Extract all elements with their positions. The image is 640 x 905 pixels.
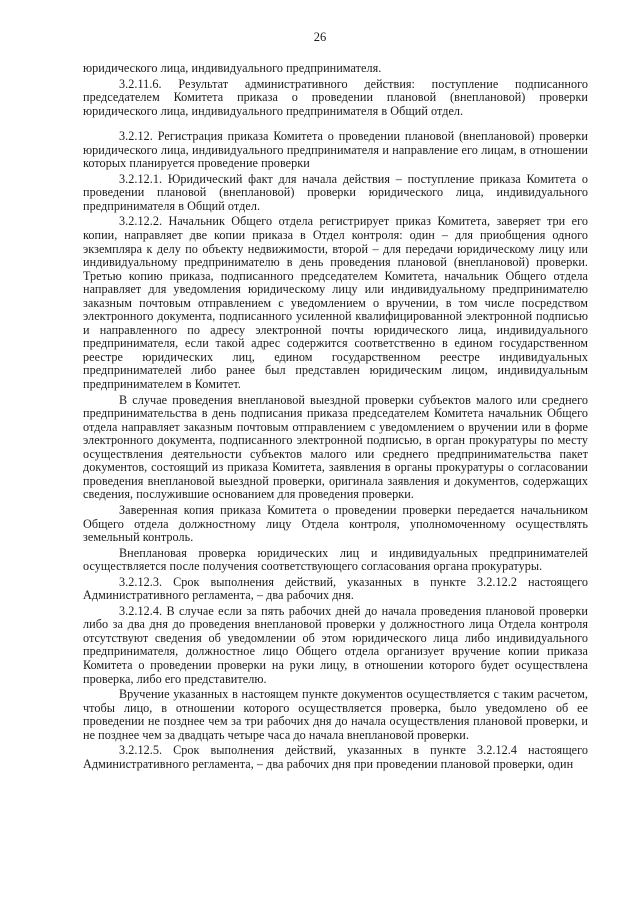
paragraph-3-2-12-1: 3.2.12.1. Юридический факт для начала действия – поступление приказа Комитета о проведении плановой (внеплановой) проверки юридического лица, индивидуального предпринимателя в Общий отдел.: [83, 171, 588, 213]
document-body: [83, 62, 588, 773]
paragraph-3-2-12-5: 3.2.12.5. Срок выполнения действий, указанных в пункте 3.2.12.4 настоящего Административного регламента, – два рабочих дня при проведении плановой проверки, один: [83, 743, 588, 771]
paragraph-prosecutor-approval: Внеплановая проверка юридических лиц и индивидуальных предпринимателей осуществляется после получения соответствующего согласования органа прокуратуры.: [83, 545, 588, 574]
paragraph-3-2-12-3: 3.2.12.3. Срок выполнения действий, указанных в пункте 3.2.12.2 настоящего Административного регламента, – два рабочих дня.: [83, 574, 588, 603]
paragraph-3-2-11-6: 3.2.11.6. Результат административного действия: поступление подписанного председателем Комитета приказа о проведении плановой (внеплановой) проверки юридического лица, индивидуального предпринимателя в Общий отдел.: [83, 76, 588, 118]
page-number: 26: [313, 30, 327, 44]
paragraph-delivery-timing: Вручение указанных в настоящем пункте документов осуществляется с таким расчетом, чтобы лицо, в отношении которого осуществляется проверка, было уведомлено об ее проведении не позднее чем за три рабочих дня до начала осуществления плановой проверки, и не позднее чем за двадцать четыре часа до начала внеплановой проверки.: [83, 687, 588, 742]
paragraph-certified-copy: Заверенная копия приказа Комитета о проведении проверки передается начальником Общего отдела должностному лицу Отдела контроля, уполномоченному осуществлять земельный контроль.: [83, 502, 588, 545]
paragraph-unscheduled-inspection: В случае проведения внеплановой выездной проверки субъектов малого или среднего предпринимательства в день подписания приказа председателем Комитета начальник Общего отдела направляет заказным почтовым отправлением с уведомлением о вручении или в форме электронного документа, подписанного электронной подписью, в орган прокуратуры по месту осуществления деятельности субъектов малого или среднего предпринимательства пакет документов, состоящий из приказа Комитета, заявления в органы прокуратуры о согласовании проведения внеплановой выездной проверки, оригинала заявления и документов, содержащих сведения, послужившие основанием для проведения проверки.: [83, 392, 588, 502]
paragraph-3-2-12-heading: 3.2.12. Регистрация приказа Комитета о проведении плановой (внеплановой) проверки юридического лица, индивидуального предпринимателя и направление его лицам, в отношении которых планируется проведение проверки: [83, 129, 588, 171]
paragraph-3-2-12-4: 3.2.12.4. В случае если за пять рабочих дней до начала проведения плановой проверки либо за два дня до проведения внеплановой проверки у должностного лица Отдела контроля отсутствуют сведения об уведомлении об этом юридического лица либо индивидуального предпринимателя, должностное лицо Общего отдела организует вручение копии приказа Комитета о проведении проверки на руки лицу, в отношении которого будет осуществлена проверка, либо его представителю.: [83, 603, 588, 686]
paragraph-3-2-12-2: 3.2.12.2. Начальник Общего отдела регистрирует приказ Комитета, заверяет три его копии, направляет две копии приказа в Отдел контроля: один – для приобщения одного экземпляра к делу по объекту недвижимости, второй – для передачи юридическому лицу или индивидуальному предпринимателю в день проведения плановой (внеплановой) проверки. Третью копию приказа, подписанного председателем Комитета, начальник Общего отдела направляет для уведомления юридическому лицу или индивидуальному предпринимателю заказным почтовым отправлением с уведомлением о вручении, в том числе посредством электронного документа, подписанного усиленной квалифицированной электронной подписью и направленного по адресу электронной почты юридического лица, индивидуального предпринимателя, если такой адрес содержится соответственно в едином государственном реестре юридических лиц, едином государственном реестре индивидуальных предпринимателей либо ранее был представлен юридическим лицом, индивидуальным предпринимателем в Комитет.: [83, 214, 588, 392]
paragraph-continuation: юридического лица, индивидуального предпринимателя.: [83, 61, 382, 75]
